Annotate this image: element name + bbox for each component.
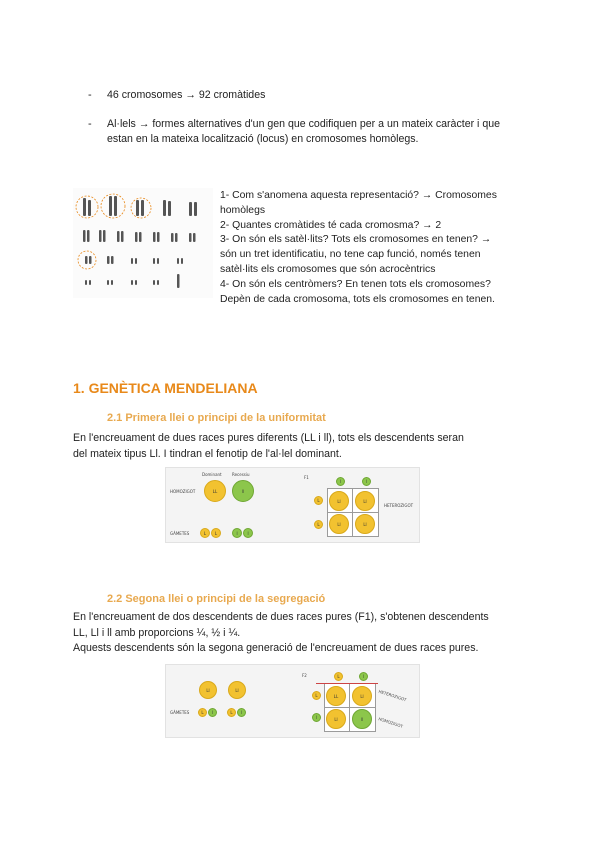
gamete-l: l [237,708,246,717]
allele-LL: LL [204,480,226,502]
question-4-line2: Depèn de cada cromosoma, tots els cromosomes en tenen. [220,293,495,305]
karyotype-image [73,188,213,298]
parent-allele-L: L [314,520,323,529]
law1-line1: En l'encreuament de dues races pures diferents (LL i ll), tots els descendents seran [73,432,464,444]
label-heterozygous: HETEROZIGOT [384,503,414,508]
questions-block [220,189,526,307]
law2-line1: En l'encreuament de dos descendents de dues races pures (F1), s'obtenen descendents [73,611,489,623]
question-3-line2: són un tret identificatiu, no tene cap funció, només tenen [220,249,481,261]
bullet-dash: - [88,118,92,130]
question-4-line1: 4- On són els centròmers? En tenen tots els cromosomes? [220,278,491,290]
parent-allele-l: l [362,477,371,486]
offspring-Ll: Ll [329,491,349,511]
label-f1: F1 [304,475,309,480]
law2-line3: Aquests descendents són la segona generació de l'encreuament de dues races pures. [73,642,479,654]
gamete-l: l [243,528,253,538]
f1-parent-Ll: Ll [199,681,217,699]
label-dominant: Dominant [202,472,222,477]
karyotype-drawing [73,188,213,298]
question-1-line1: 1- Com s'anomena aquesta representació? → Cromosomes [220,190,497,201]
f1-parent-Ll: Ll [228,681,246,699]
allele-ll: ll [232,480,254,502]
offspring-LL: LL [326,686,346,706]
section-title: 1. GENÈTICA MENDELIANA [73,380,258,396]
gamete-L: L [211,528,221,538]
law2-title: 2.2 Segona llei o principi de la segregació [107,593,326,605]
label-homozygous: HOMOZIGOT [377,716,404,729]
question-3-line3: satèl·lits els cromosomes que són acrocèntrics [220,263,436,275]
gamete-L: L [198,708,207,717]
bullet-alleles-line2: estan en la mateixa localització (locus) en cromosomes homòlegs. [107,133,419,145]
parent-allele-L: L [312,691,321,700]
offspring-Ll: Ll [355,514,375,534]
parent-allele-l: l [336,477,345,486]
label-recessive: Recessiu [232,472,250,477]
parent-allele-L: L [334,672,343,681]
label-f2: F2 [302,673,307,678]
law1-line2: del mateix tipus Ll. I tindran el fenotip de l'al·lel dominant. [73,448,342,460]
offspring-Ll: Ll [352,686,372,706]
gamete-L: L [227,708,236,717]
law1-figure [165,467,420,543]
law2-line2: LL, Ll i ll amb proporcions ¼, ½ i ¼. [73,627,241,639]
law1-title: 2.1 Primera llei o principi de la uniformitat [107,412,326,424]
offspring-ll: ll [352,709,372,729]
gamete-L: L [200,528,210,538]
bullet-dash: - [88,89,92,101]
parent-allele-l: l [359,672,368,681]
question-2: 2- Quantes cromàtides té cada cromosma? → 2 [220,219,442,231]
label-heterozygous: HETEROZIGOT [377,688,408,703]
offspring-Ll: Ll [326,709,346,729]
offspring-Ll: Ll [329,514,349,534]
question-1-line2: homòlegs [220,204,266,216]
parent-allele-L: L [314,496,323,505]
bullet-chromosomes: 46 cromosomes → 92 cromàtides [107,89,266,101]
law2-figure [165,664,420,738]
gamete-l: l [232,528,242,538]
label-gametes: GÀMETES [170,710,190,715]
parent-allele-l: l [312,713,321,722]
label-homozygous: HOMOZIGOT [170,489,196,494]
question-3-line1: 3- On són els satèl·lits? Tots els cromosomes en tenen? → [220,234,492,246]
bullet-alleles-line1: Al·lels → formes alternatives d'un gen que codifiquen per a un mateix caràcter i que [107,118,501,130]
red-line [316,683,378,684]
offspring-Ll: Ll [355,491,375,511]
gamete-l: l [208,708,217,717]
label-gametes: GÀMETES [170,531,190,536]
